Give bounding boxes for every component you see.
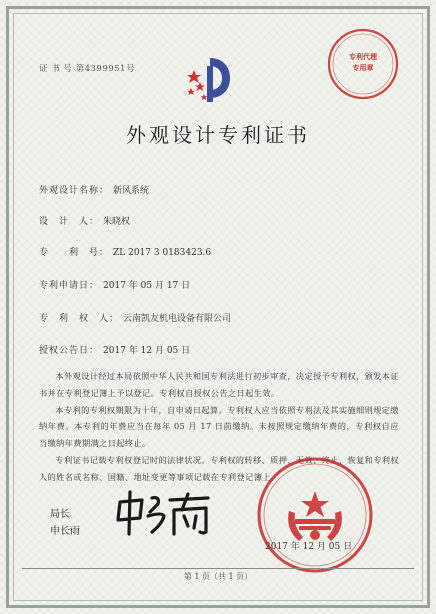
- designer-label: 设 计 人：: [39, 217, 100, 227]
- svg-text:专用章: 专用章: [352, 64, 374, 72]
- certificate-title: 外观设计专利证书: [126, 123, 310, 147]
- body-paragraph-2: 本专利的专利权期限为十年，自申请日起算。专利权人应当依照专利法及其实施细则规定缴纳年费。本专利的年费应当在每年 05 月 17 日前缴纳。未按照规定缴纳年费的，专利权自应当缴纳年费期满之日起终止。: [39, 404, 399, 449]
- body-paragraph-1: 本外观设计经过本局依照中华人民共和国专利法进行初步审查，决定授予专利权，颁发本证书并在专利登记簿上予以登记。专利权自授权公告之日起生效。: [39, 371, 399, 398]
- patent-no-label: 专 利 号：: [39, 248, 110, 258]
- patentee-label: 专 利 权 人：: [39, 314, 120, 324]
- national-seal: [255, 455, 375, 575]
- cnipa-logo-icon: [180, 50, 240, 110]
- patent-no-value: ZL 2017 3 0183423.6: [113, 248, 212, 258]
- svg-text:专利代理: 专利代理: [349, 53, 377, 61]
- field-patentee: [39, 311, 231, 324]
- filing-date-label: 专利申请日：: [39, 281, 100, 291]
- grant-date-label: 授权公告日：: [39, 346, 100, 356]
- filing-date-value: 2017 年 05 月 17 日: [103, 281, 191, 291]
- field-grant-date: [39, 343, 190, 356]
- page-number: 第 1 页（共 1 页）: [183, 572, 253, 581]
- field-patent-no: [39, 245, 211, 258]
- design-name-value: 新风系统: [113, 186, 150, 196]
- field-design-name: [39, 183, 149, 196]
- designer-value: 朱晓权: [103, 217, 131, 227]
- patentee-value: 云南凯友机电设备有限公司: [123, 314, 232, 324]
- grant-date-value: 2017 年 12 月 05 日: [103, 346, 191, 356]
- issue-date: 2017 年 12 月 05 日: [265, 542, 353, 552]
- certificate-number: 证 书 号 第4399951号: [39, 64, 135, 74]
- design-name-label: 外观设计名称：: [39, 186, 110, 196]
- field-designer: [39, 214, 130, 227]
- director-signature: [112, 488, 222, 538]
- field-filing-date: [39, 278, 190, 291]
- agency-stamp: [325, 26, 401, 102]
- body-paragraph-3: 专利证书记载专利权登记时的法律状况。专利权的转移、质押、无效、终止、恢复和专利权人的姓名或名称、国籍、地址变更等事项记载在专利登记簿上。: [39, 454, 399, 482]
- director-name: 申长雨: [50, 526, 80, 537]
- director-title: 局长: [50, 509, 70, 520]
- footer-divider: [22, 568, 414, 569]
